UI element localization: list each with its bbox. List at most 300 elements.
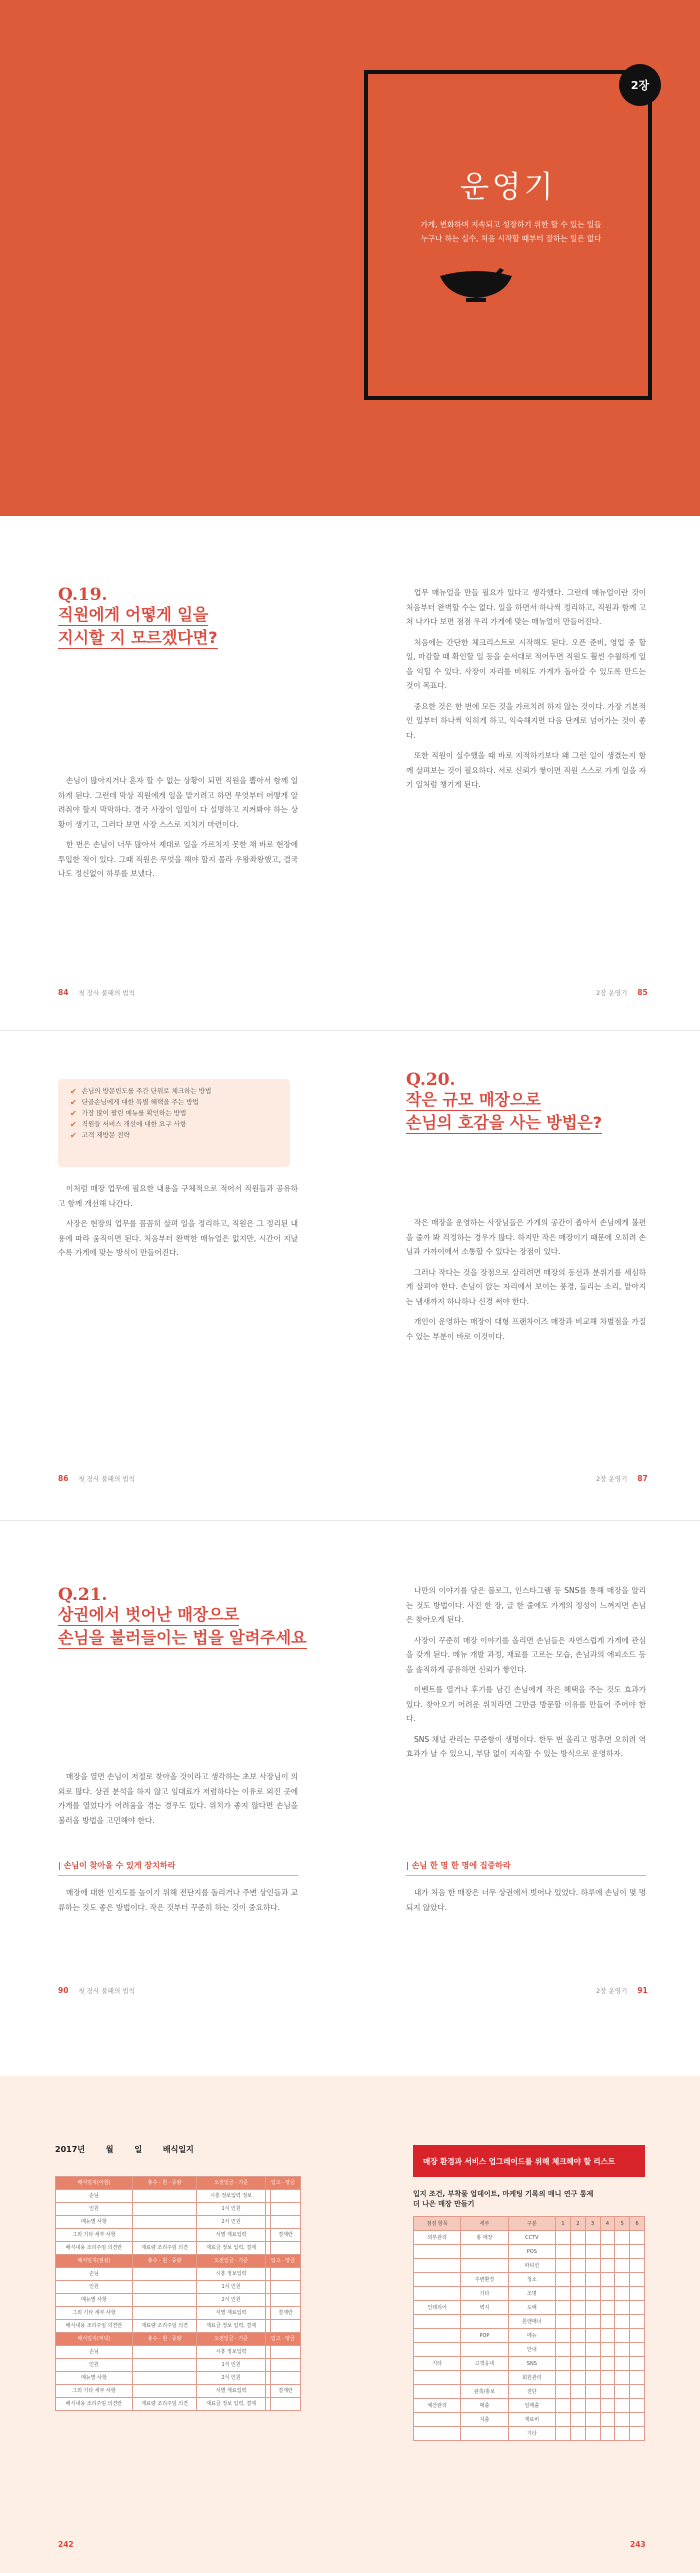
header-cell: 5 xyxy=(615,2217,630,2231)
table-cell: 2식 인원 xyxy=(197,2216,266,2229)
table-cell xyxy=(414,2427,461,2441)
check-cell[interactable] xyxy=(556,2231,571,2245)
table-row xyxy=(414,2343,645,2357)
check-cell[interactable] xyxy=(600,2287,615,2301)
table-cell: 회원관리 xyxy=(508,2371,555,2385)
form-title: 2017년 월 일 배식일지 xyxy=(55,2145,194,2154)
checklist-item: ✔ 직원들 서비스 개선에 대한 요구 사항 xyxy=(70,1120,187,1129)
header-cell: 입고 · 양금 xyxy=(265,2333,300,2346)
table-row xyxy=(414,2399,645,2413)
title-line-2: 손님의 호감을 사는 방법은? xyxy=(406,1113,603,1132)
table-cell: 기타 xyxy=(414,2357,461,2371)
check-cell[interactable] xyxy=(570,2343,585,2357)
header-cell: 구분 xyxy=(508,2217,555,2231)
table-cell: 재료금 정보 입력, 결제 xyxy=(197,2242,266,2255)
check-cell[interactable] xyxy=(585,2357,600,2371)
check-cell[interactable] xyxy=(570,2273,585,2287)
check-cell[interactable] xyxy=(600,2329,615,2343)
check-cell[interactable] xyxy=(630,2301,645,2315)
paragraph: 이벤트를 열거나 후기를 남긴 손님에게 작은 혜택을 주는 것도 효과가 있다. 찾아오기 어려운 위치라면 그만큼 방문할 이유를 만들어 주어야 한다. xyxy=(406,1685,646,1723)
table-cell: 배식내용 조리주임 의견란 xyxy=(56,2320,133,2333)
question-title xyxy=(58,1603,358,1649)
table-cell xyxy=(132,2229,196,2242)
check-cell[interactable] xyxy=(615,2259,630,2273)
table-cell: 안내 xyxy=(508,2343,555,2357)
check-cell[interactable] xyxy=(615,2329,630,2343)
table-cell xyxy=(461,2371,508,2385)
check-cell[interactable] xyxy=(556,2301,571,2315)
section-subheading: | 손님 한 명 한 명에 집중하라 xyxy=(406,1860,646,1876)
check-cell[interactable] xyxy=(585,2399,600,2413)
check-cell[interactable] xyxy=(556,2371,571,2385)
header-cell: 입고 · 양금 xyxy=(265,2255,300,2268)
check-cell[interactable] xyxy=(585,2287,600,2301)
check-cell[interactable] xyxy=(630,2399,645,2413)
header-cell: 6 xyxy=(630,2217,645,2231)
header-cell: 배식일지(저녁) xyxy=(56,2333,133,2346)
table-row xyxy=(414,2385,645,2399)
table-cell xyxy=(461,2427,508,2441)
check-cell[interactable] xyxy=(615,2301,630,2315)
check-cell[interactable] xyxy=(570,2329,585,2343)
table-cell: 메뉴 xyxy=(508,2329,555,2343)
table-cell: 시흥 정보입력 정보 xyxy=(197,2190,266,2203)
check-cell[interactable] xyxy=(556,2287,571,2301)
check-cell[interactable] xyxy=(615,2413,630,2427)
check-cell[interactable] xyxy=(556,2273,571,2287)
table-cell: 손님 xyxy=(56,2346,133,2359)
table-cell: 메뉴별 사항 xyxy=(56,2216,133,2229)
table-cell: 기타 xyxy=(461,2287,508,2301)
checklist-item: ✔ 손님의 방문빈도를 주간 단위로 체크하는 방법 xyxy=(70,1087,212,1096)
check-cell[interactable] xyxy=(630,2315,645,2329)
table-cell xyxy=(270,2268,300,2281)
paragraph: SNS 채널 관리는 꾸준함이 생명이다. 한두 번 올리고 멈추면 오히려 역효과가 날 수 있으니, 부담 없이 지속할 수 있는 방식으로 운영하자. xyxy=(406,1734,646,1758)
check-cell[interactable] xyxy=(600,2259,615,2273)
check-icon: ✔ xyxy=(70,1120,77,1129)
bowl-icon xyxy=(436,262,516,312)
table-cell: 메뉴별 사항 xyxy=(56,2372,133,2385)
check-cell[interactable] xyxy=(615,2245,630,2259)
running-title: 2장 운영기 xyxy=(596,989,628,997)
chapter-title: 운영기 xyxy=(460,170,556,205)
check-cell[interactable] xyxy=(556,2385,571,2399)
check-cell[interactable] xyxy=(570,2259,585,2273)
table-cell xyxy=(132,2203,196,2216)
body-text-left xyxy=(58,1182,298,1267)
table-cell xyxy=(270,2398,300,2411)
subtitle-line-2: 누구나 하는 실수, 처음 시작할 때부터 잘하는 일은 없다 xyxy=(420,234,602,243)
check-cell[interactable] xyxy=(615,2287,630,2301)
header-cell: 4 xyxy=(600,2217,615,2231)
table-cell: 도배 xyxy=(508,2301,555,2315)
check-cell[interactable] xyxy=(615,2371,630,2385)
table-cell: 일매출 xyxy=(508,2399,555,2413)
check-cell[interactable] xyxy=(556,2357,571,2371)
checklist-title: 입지 조건, 부착물 업데이트, 마케팅 기록의 매니 연구 통제 더 나은 매장 만들기 xyxy=(413,2190,594,2208)
check-cell[interactable] xyxy=(630,2273,645,2287)
check-cell[interactable] xyxy=(570,2315,585,2329)
page-number: 86 xyxy=(58,1474,69,1483)
table-cell: 1식 인원 xyxy=(197,2359,266,2372)
table-cell: 기타 xyxy=(508,2427,555,2441)
table-row xyxy=(414,2245,645,2259)
check-cell[interactable] xyxy=(630,2231,645,2245)
table-cell xyxy=(270,2203,300,2216)
table-header-row xyxy=(414,2217,645,2231)
check-cell[interactable] xyxy=(570,2231,585,2245)
table-cell xyxy=(414,2315,461,2329)
table-row xyxy=(56,2346,301,2359)
table-cell: 결재란 xyxy=(270,2307,300,2320)
table-row xyxy=(414,2329,645,2343)
table-row xyxy=(414,2273,645,2287)
body-text-right xyxy=(406,1584,646,1768)
table-cell: 결재란 xyxy=(270,2229,300,2242)
check-cell[interactable] xyxy=(585,2301,600,2315)
table-row xyxy=(56,2216,301,2229)
table-cell: 홍 매장 xyxy=(461,2231,508,2245)
page-number: 91 xyxy=(637,1986,648,1995)
header-cell: 총수 · 원 · 중량 xyxy=(132,2177,196,2190)
table-cell: 전단 xyxy=(508,2385,555,2399)
paragraph: 한 번은 손님이 너무 많아서 제대로 일을 가르치지 못한 채 바로 현장에 투입한 적이 있다. 그때 직원은 무엇을 해야 할지 몰라 우왕좌왕했고, 결국 나도 정신없이 하루를 보냈다. xyxy=(58,840,298,878)
check-cell[interactable] xyxy=(585,2427,600,2441)
paragraph: 손님이 많아지거나 혼자 할 수 없는 상황이 되면 직원을 뽑아서 함께 일하게 된다. 그런데 막상 직원에게 일을 맡기려고 하면 무엇부터 어떻게 알려줘야 할지 막막하다. 경국 사장이 일일이 다 설명하고 지켜봐야 하는 상황이 생기고, 그러다 보면 사장 스스로 지치기 마련이다. xyxy=(58,776,298,829)
table-cell: 매출 xyxy=(461,2399,508,2413)
check-cell[interactable] xyxy=(615,2399,630,2413)
table-cell xyxy=(270,2216,300,2229)
table-cell: 재료비 xyxy=(508,2413,555,2427)
page-divider xyxy=(0,1520,700,1521)
table-cell xyxy=(270,2281,300,2294)
check-icon: ✔ xyxy=(70,1109,77,1118)
table-row xyxy=(414,2231,645,2245)
footer-left xyxy=(58,1986,135,1995)
check-cell[interactable] xyxy=(570,2385,585,2399)
footer-right xyxy=(596,1986,648,1995)
paragraph: 그러나 작다는 것을 장점으로 살리려면 매장의 동선과 분위기를 세심하게 살펴야 한다. 손님이 앉는 자리에서 보이는 풍경, 들리는 소리, 맡아지는 냄새까지 하나하나 신경 써야 한다. xyxy=(406,1267,646,1306)
paragraph: 업무 매뉴얼을 만들 필요가 있다고 생각했다. 그런데 매뉴얼이란 것이 처음부터 완벽할 수는 없다. 일을 하면서 하나씩 정리하고, 직원과 함께 고쳐 나가다 보면 점점 우리 가게에 맞는 매뉴얼이 만들어진다. xyxy=(406,588,646,626)
table-row xyxy=(56,2281,301,2294)
paragraph: 또한 직원이 실수했을 때 바로 지적하기보다 왜 그런 일이 생겼는지 함께 살펴보는 것이 필요하다. 서로 신뢰가 쌓이면 직원 스스로 가게 일을 자기 일처럼 챙기게 된다. xyxy=(406,751,646,789)
check-cell[interactable] xyxy=(585,2329,600,2343)
table-cell xyxy=(461,2245,508,2259)
table-cell xyxy=(132,2359,196,2372)
table-cell: 식별 재료입력 xyxy=(197,2229,266,2242)
check-cell[interactable] xyxy=(600,2427,615,2441)
table-row xyxy=(56,2398,301,2411)
check-cell[interactable] xyxy=(570,2287,585,2301)
table-cell xyxy=(414,2371,461,2385)
table-cell: 조명 xyxy=(508,2287,555,2301)
table-row xyxy=(414,2301,645,2315)
table-cell: 메뉴별 사항 xyxy=(56,2294,133,2307)
check-cell[interactable] xyxy=(570,2427,585,2441)
check-cell[interactable] xyxy=(585,2245,600,2259)
check-cell[interactable] xyxy=(570,2371,585,2385)
table-cell xyxy=(414,2245,461,2259)
title-line-2: 지시할 지 모르겠다면? xyxy=(58,628,218,647)
table-row xyxy=(56,2385,301,2398)
table-cell xyxy=(132,2346,196,2359)
table-cell: 재료량 조리주임 의견 xyxy=(132,2320,196,2333)
table-row xyxy=(56,2229,301,2242)
check-cell[interactable] xyxy=(630,2287,645,2301)
paragraph: 사장이 꾸준히 매장 이야기를 올리면 손님들은 자연스럽게 가게에 관심을 갖게 된다. 메뉴 개발 과정, 재료를 고르는 모습, 손님과의 에피소드 등을 솔직하게 공유하면 신뢰가 쌓인다. xyxy=(406,1635,646,1674)
store-checklist xyxy=(413,2216,645,2441)
table-cell: 판촉/홍보 xyxy=(461,2385,508,2399)
body-text-left xyxy=(58,1770,298,1834)
check-cell[interactable] xyxy=(615,2427,630,2441)
paragraph: 처음에는 간단한 체크리스트로 시작해도 된다. 오픈 준비, 영업 중 할 일, 마감할 때 확인할 일 등을 순서대로 적어두면 직원도 훨씬 수월하게 일을 익힐 수 있다. 사장이 자리를 비워도 가게가 돌아갈 수 있도록 만드는 것이 목표다. xyxy=(406,637,646,690)
table-row xyxy=(414,2371,645,2385)
table-header-row xyxy=(56,2255,301,2268)
check-icon: ✔ xyxy=(70,1131,77,1140)
table-cell: 배식내용 조리주임 의견란 xyxy=(56,2398,133,2411)
table-cell: CCTV xyxy=(508,2231,555,2245)
table-cell xyxy=(132,2307,196,2320)
table-cell: 재료금 정보 입력, 결제 xyxy=(197,2398,266,2411)
table-cell: 그외 기타 세부 사항 xyxy=(56,2229,133,2242)
table-cell: POS xyxy=(508,2245,555,2259)
check-cell[interactable] xyxy=(630,2357,645,2371)
check-cell[interactable] xyxy=(630,2259,645,2273)
header-cell: 세부 xyxy=(461,2217,508,2231)
table-cell: 1식 인원 xyxy=(197,2281,266,2294)
check-cell[interactable] xyxy=(630,2371,645,2385)
check-cell[interactable] xyxy=(585,2385,600,2399)
check-cell[interactable] xyxy=(585,2343,600,2357)
checklist-item: ✔ 가장 많이 팔린 메뉴를 확인하는 방법 xyxy=(70,1109,187,1118)
table-cell: 외부관리 xyxy=(414,2231,461,2245)
table-cell: 재료량 조리주임 의견 xyxy=(132,2242,196,2255)
question-title xyxy=(58,603,338,649)
table-cell xyxy=(132,2281,196,2294)
check-cell[interactable] xyxy=(600,2231,615,2245)
check-cell[interactable] xyxy=(556,2315,571,2329)
check-cell[interactable] xyxy=(585,2371,600,2385)
check-cell[interactable] xyxy=(600,2399,615,2413)
footer-right xyxy=(596,1474,648,1483)
checklist-item: ✔ 단골손님에게 대한 특별 혜택을 주는 방법 xyxy=(70,1098,199,1107)
header-cell: 입고 · 양금 xyxy=(265,2177,300,2190)
check-cell[interactable] xyxy=(600,2315,615,2329)
table-cell: SNS xyxy=(508,2357,555,2371)
running-title: 2장 운영기 xyxy=(596,1987,628,1995)
table-cell xyxy=(461,2343,508,2357)
check-cell[interactable] xyxy=(600,2371,615,2385)
table-cell: 인테리어 xyxy=(414,2301,461,2315)
header-cell: 배식일지(아침) xyxy=(56,2177,133,2190)
table-cell: 그외 기타 세부 사항 xyxy=(56,2385,133,2398)
footer-left xyxy=(58,1474,135,1483)
check-cell[interactable] xyxy=(630,2329,645,2343)
table-cell: 주변환경 xyxy=(461,2273,508,2287)
table-cell xyxy=(132,2190,196,2203)
question-title xyxy=(406,1088,666,1134)
header-cell: 1 xyxy=(556,2217,571,2231)
header-cell: 총수 · 원 · 중량 xyxy=(132,2333,196,2346)
body-text-left xyxy=(58,774,298,888)
check-cell[interactable] xyxy=(556,2259,571,2273)
check-cell[interactable] xyxy=(630,2413,645,2427)
check-cell[interactable] xyxy=(600,2413,615,2427)
table-cell xyxy=(414,2259,461,2273)
check-cell[interactable] xyxy=(600,2273,615,2287)
table-row xyxy=(414,2287,645,2301)
paragraph: 내가 처음 한 매장은 너무 상권에서 벗어나 있었다. 하루에 손님이 몇 명 되지 않았다. xyxy=(406,1888,646,1912)
check-cell[interactable] xyxy=(556,2343,571,2357)
table-cell xyxy=(414,2273,461,2287)
table-cell xyxy=(414,2329,461,2343)
check-cell[interactable] xyxy=(570,2399,585,2413)
table-cell xyxy=(461,2259,508,2273)
check-cell[interactable] xyxy=(570,2245,585,2259)
table-row xyxy=(56,2190,301,2203)
table-header-row xyxy=(56,2333,301,2346)
table-cell: 2식 인원 xyxy=(197,2372,266,2385)
checklist-item: ✔ 고객 재방문 전략 xyxy=(70,1131,130,1140)
table-cell: 손님 xyxy=(56,2190,133,2203)
table-cell xyxy=(270,2359,300,2372)
table-cell xyxy=(270,2320,300,2333)
table-cell xyxy=(414,2413,461,2427)
table-cell xyxy=(270,2346,300,2359)
title-line-1: 작은 규모 매장으로 xyxy=(406,1090,541,1109)
meal-log-table xyxy=(55,2176,301,2411)
check-cell[interactable] xyxy=(600,2357,615,2371)
chapter-badge: 2장 xyxy=(619,64,661,106)
header-cell: 총수 · 원 · 중량 xyxy=(132,2255,196,2268)
check-cell[interactable] xyxy=(615,2385,630,2399)
paragraph: 사장은 현장의 업무를 꼼꼼히 살펴 일을 정리하고, 직원은 그 정리된 내용에 따라 움직이면 된다. 처음부터 완벽한 매뉴얼은 없지만, 시간이 지날수록 가게에 맞는 방식이 만들어진다. xyxy=(58,1219,298,1257)
table-cell: 그외 기타 세부 사항 xyxy=(56,2307,133,2320)
paragraph: 중요한 것은 한 번에 모든 것을 가르치려 하지 않는 것이다. 가장 기본적인 일부터 하나씩 익히게 하고, 익숙해지면 다음 단계로 넘어가는 것이 좋다. xyxy=(406,701,646,740)
check-cell[interactable] xyxy=(615,2231,630,2245)
table-cell: 식별 재료입력 xyxy=(197,2307,266,2320)
body-text-right xyxy=(406,586,646,799)
paragraph: 개인이 운영하는 매장이 대형 프랜차이즈 매장과 비교해 차별점을 가질 수 있는 부분이 바로 이것이다. xyxy=(406,1317,646,1341)
table-cell: 1식 인원 xyxy=(197,2203,266,2216)
section-subheading: | 손님이 찾아올 수 있게 장치하라 xyxy=(58,1860,298,1876)
table-row xyxy=(56,2203,301,2216)
table-cell xyxy=(132,2294,196,2307)
page-number: 243 xyxy=(630,2540,646,2549)
check-icon: ✔ xyxy=(70,1098,77,1107)
paragraph: 작은 매장을 운영하는 사장님들은 가게의 공간이 좁아서 손님에게 불편을 줄까 봐 걱정하는 경우가 많다. 하지만 작은 매장이기 때문에 오히려 손님과 가까이에서 소통할 수 있다는 장점이 있다. xyxy=(406,1218,646,1256)
question-number: Q.20. xyxy=(406,1070,456,1090)
check-cell[interactable] xyxy=(630,2343,645,2357)
meal-log-form xyxy=(55,2176,301,2411)
check-cell[interactable] xyxy=(556,2427,571,2441)
question-number: Q.21. xyxy=(58,1585,108,1605)
table-cell: 배식내용 조리주임 의견란 xyxy=(56,2242,133,2255)
table-row xyxy=(56,2320,301,2333)
check-cell[interactable] xyxy=(630,2427,645,2441)
check-cell[interactable] xyxy=(600,2385,615,2399)
table-cell xyxy=(414,2343,461,2357)
body-text-right-2 xyxy=(406,1886,646,1921)
table-row xyxy=(414,2259,645,2273)
table-cell xyxy=(132,2385,196,2398)
header-cell: 점검 항목 xyxy=(414,2217,461,2231)
check-cell[interactable] xyxy=(585,2259,600,2273)
footer-left xyxy=(58,988,135,997)
check-cell[interactable] xyxy=(615,2343,630,2357)
check-cell[interactable] xyxy=(585,2315,600,2329)
table-row xyxy=(56,2268,301,2281)
header-cell: 오전입금 · 기준 xyxy=(197,2255,266,2268)
page-number: 87 xyxy=(637,1474,648,1483)
check-cell[interactable] xyxy=(630,2245,645,2259)
table-row xyxy=(56,2359,301,2372)
paragraph: 나만의 이야기를 담은 블로그, 인스타그램 등 SNS를 통해 매장을 알리는 것도 방법이다. 사진 한 장, 글 한 줄에도 가게의 정성이 느껴지면 손님은 찾아오게 된다. xyxy=(406,1586,646,1624)
header-cell: 2 xyxy=(570,2217,585,2231)
check-cell[interactable] xyxy=(585,2231,600,2245)
table-row xyxy=(56,2294,301,2307)
paragraph: 매장을 열면 손님이 저절로 찾아올 것이라고 생각하는 초보 사장님이 의외로 많다. 상권 분석을 하지 않고 임대료가 저렴하다는 이유로 외진 곳에 가게를 열었다가 어려움을 겪는 경우도 있다. 위치가 좋지 않다면 손님을 불러올 방법을 고민해야 한다. xyxy=(58,1772,298,1825)
check-cell[interactable] xyxy=(600,2301,615,2315)
check-cell[interactable] xyxy=(585,2413,600,2427)
table-row xyxy=(414,2357,645,2371)
table-cell xyxy=(461,2315,508,2329)
table-cell: 재료량 조리주임 의견 xyxy=(132,2398,196,2411)
table-cell xyxy=(270,2294,300,2307)
table-cell: 톤앤매너 xyxy=(508,2315,555,2329)
check-cell[interactable] xyxy=(630,2385,645,2399)
table-cell: 손님 xyxy=(56,2268,133,2281)
table-cell: 벽지 xyxy=(461,2301,508,2315)
checklist-banner: 매장 환경과 서비스 업그레이드를 위해 체크해야 할 리스트 xyxy=(413,2145,645,2177)
running-title: 첫 장사 불패의 법칙 xyxy=(78,1987,135,1995)
check-cell[interactable] xyxy=(615,2315,630,2329)
check-cell[interactable] xyxy=(615,2357,630,2371)
table-cell xyxy=(270,2372,300,2385)
check-cell[interactable] xyxy=(615,2273,630,2287)
page-number: 242 xyxy=(58,2540,74,2549)
running-title: 첫 장사 불패의 법칙 xyxy=(78,989,135,997)
check-cell[interactable] xyxy=(556,2245,571,2259)
check-cell[interactable] xyxy=(600,2245,615,2259)
table-cell: 시흥 정보입력 xyxy=(197,2346,266,2359)
header-cell: 배식일지(점심) xyxy=(56,2255,133,2268)
checklist-card xyxy=(58,1079,290,1167)
check-cell[interactable] xyxy=(570,2301,585,2315)
table-cell: 2식 인원 xyxy=(197,2294,266,2307)
table-row xyxy=(56,2307,301,2320)
chapter-subtitle xyxy=(380,218,642,246)
table-cell: 고객응대 xyxy=(461,2357,508,2371)
check-cell[interactable] xyxy=(556,2399,571,2413)
store-checklist-table xyxy=(413,2216,645,2441)
table-cell xyxy=(270,2242,300,2255)
table-cell: 지출 xyxy=(461,2413,508,2427)
table-row xyxy=(414,2315,645,2329)
check-cell[interactable] xyxy=(585,2273,600,2287)
check-cell[interactable] xyxy=(556,2329,571,2343)
table-cell xyxy=(414,2385,461,2399)
check-cell[interactable] xyxy=(556,2413,571,2427)
table-cell xyxy=(270,2190,300,2203)
table-cell: 식별 재료입력 xyxy=(197,2385,266,2398)
check-cell[interactable] xyxy=(570,2357,585,2371)
table-row xyxy=(414,2427,645,2441)
check-cell[interactable] xyxy=(600,2343,615,2357)
page-number: 85 xyxy=(637,988,648,997)
check-cell[interactable] xyxy=(570,2413,585,2427)
table-cell xyxy=(132,2216,196,2229)
